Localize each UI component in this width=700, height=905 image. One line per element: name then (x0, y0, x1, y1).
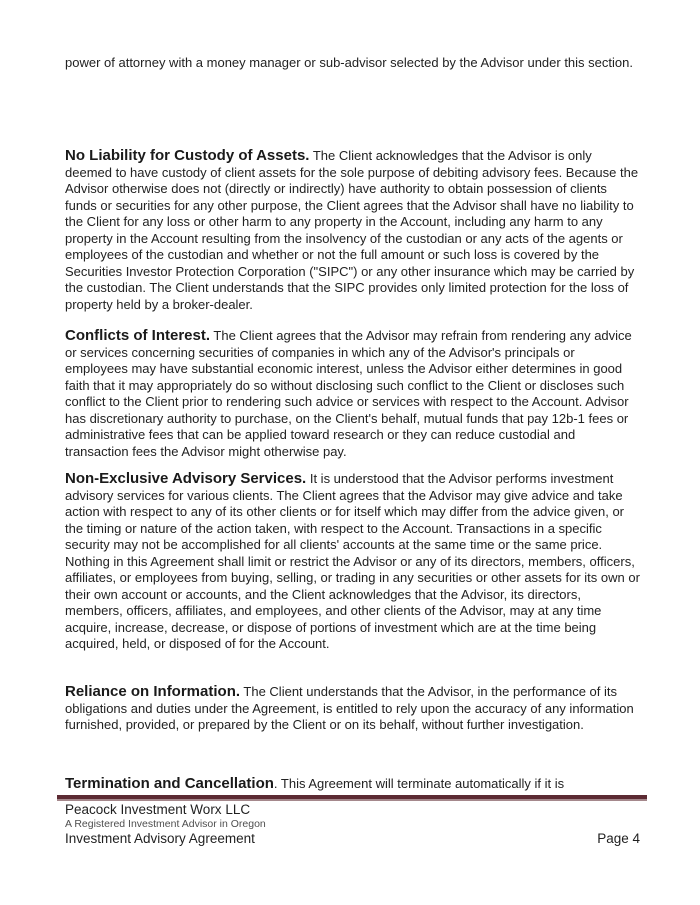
section-heading-non-exclusive: Non-Exclusive Advisory Services. (65, 470, 307, 487)
section-body-termination: . This Agreement will terminate automatically if it is (273, 776, 565, 791)
section-body-conflicts: The Client agrees that the Advisor may refrain from rendering any advice or services concerning securities of companies in which any of the Advisor's principals or employees may have substantial economic interest, unless the Advisor either determines in good faith that it may appropriately do so without disclosing such conflict to the Client or discloses such conflict to the Client prior to rendering such advice or services with respect to the Account. Advisor has discretionary authority to purchase, on the Client's behalf, mutual funds that pay 12b-1 fees or administrative fees that can be applied toward research or they can reduce custodial and transaction fees the Advisor might otherwise pay. (65, 328, 632, 459)
footer-divider-rule (57, 795, 647, 799)
section-reliance-on-information (65, 684, 640, 734)
section-heading-reliance: Reliance on Information. (65, 683, 241, 700)
section-conflicts-of-interest (65, 328, 640, 460)
section-body-no-liability: The Client acknowledges that the Advisor is only deemed to have custody of client assets for the sole purpose of debiting advisory fees. Because the Advisor otherwise does not (directly or indirectly) have authority to obtain possession of clients funds or securities for any other purpose, the Client agrees that the Advisor shall have no liability to the Client for any loss or other harm to any property in the Account, including any harm to any property in the Account resulting from the insolvency of the custodian or any acts of the agents or employees of the custodian and whether or not the full amount or such loss is covered by the Securities Investor Protection Corporation ("SIPC") or any other insurance which may be carried by the custodian. The Client understands that the SIPC provides only limited protection for the loss of property held by a broker-dealer. (65, 148, 639, 312)
section-non-exclusive-advisory-services (65, 471, 640, 653)
footer-page-number: Page 4 (597, 831, 640, 846)
footer-document-title: Investment Advisory Agreement (65, 831, 255, 846)
section-body-reliance: The Client understands that the Advisor, in the performance of its obligations and duties under the Agreement, is entitled to rely upon the accuracy of any information furnished, provided, or prepared by the Client or on its behalf, without further investigation. (65, 684, 634, 732)
footer-divider-thin-line (57, 799, 647, 801)
section-heading-termination: Termination and Cancellation (65, 775, 274, 792)
section-heading-conflicts: Conflicts of Interest. (65, 327, 211, 344)
section-body-non-exclusive: It is understood that the Advisor performs investment advisory services for various clients. The Client agrees that the Advisor may give advice and take action with respect to any of its other clients or for itself which may differ from the advice given, or the timing or nature of the action taken, with respect to the Account. Transactions in a specific security may not be accomplished for all clients' accounts at the same time or the same price. Nothing in this Agreement shall limit or restrict the Advisor or any of its directors, members, officers, affiliates, or employees from buying, selling, or trading in any securities or other assets for its own or their own account or accounts, and the Client acknowledges that the Advisor, its directors, members, officers, affiliates, and employees, and other clients of the Advisor, may at any time acquire, increase, decrease, or dispose of portions of investment which are at the time being acquired, held, or disposed of for the Account. (65, 471, 640, 651)
footer-bottom-row (65, 831, 640, 847)
footer-registration-tagline: A Registered Investment Advisor in Oregon (65, 818, 266, 830)
section-no-liability-for-custody-of-assets (65, 148, 640, 313)
section-termination-and-cancellation (65, 776, 640, 793)
paragraph-intro: power of attorney with a money manager or sub-advisor selected by the Advisor under this section. (65, 55, 633, 70)
section-heading-no-liability: No Liability for Custody of Assets. (65, 147, 310, 164)
footer-company-name: Peacock Investment Worx LLC (65, 802, 251, 817)
